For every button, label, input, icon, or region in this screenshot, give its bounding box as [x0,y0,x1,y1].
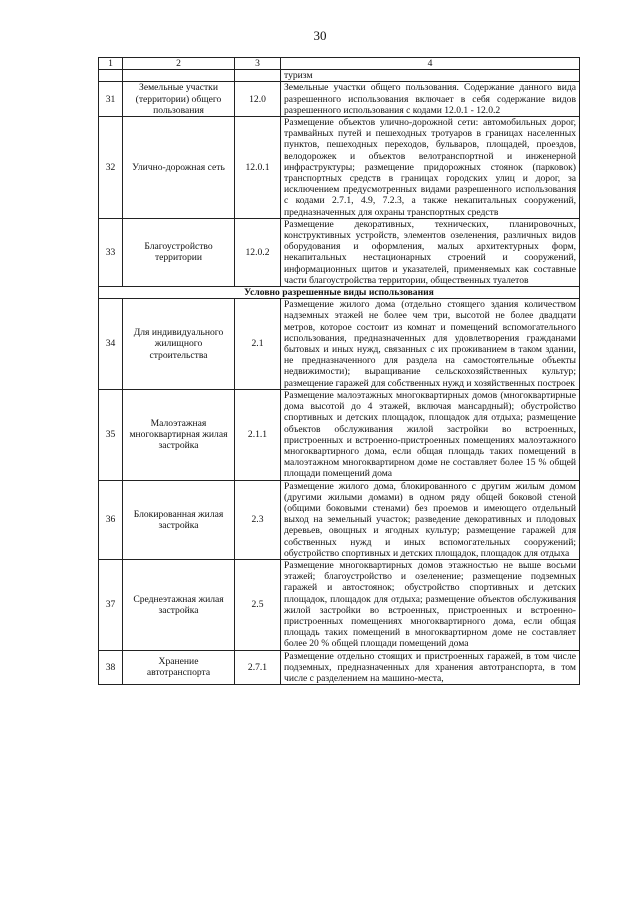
row-number: 36 [99,480,123,559]
table-row [99,480,580,559]
table-row [99,389,580,480]
land-use-code: 2.5 [235,559,281,650]
table-row [99,650,580,685]
land-use-name: Среднеэтажная жилая застройка [123,559,235,650]
land-use-name: Хранение автотранспорта [123,650,235,685]
header-col-4: 4 [281,58,580,70]
land-use-name: Для индивидуального жилищного строительства [123,299,235,390]
empty-cell [235,70,281,82]
land-use-name: Малоэтажная многоквартирная жилая застройка [123,389,235,480]
empty-cell [123,70,235,82]
row-number: 33 [99,218,123,286]
row-number: 34 [99,299,123,390]
table-row [99,299,580,390]
land-use-description: Размещение малоэтажных многоквартирных домов (многоквартирные дома высотой до 4 этажей, включая мансардный); обустройство спортивных и детских площадок, площадок для отдыха; размещение объектов обслуживания жилой застройки во встроенных, пристроенных и встроенно-пристроенных помещениях малоэтажного многоквартирного дома, если общая площадь таких помещений в малоэтажном многоквартирном доме не составляет более 15 % общей площади помещений дома [281,389,580,480]
land-use-description: Размещение жилого дома, блокированного с другим жилым домом (другими жилыми домами) в одном ряду общей боковой стеной (общими боковыми стенами) без проемов и имеющего отдельный выход на земельный участок; разведение декоративных и плодовых деревьев, овощных и ягодных культур; размещение гаражей для собственных нужд и иных вспомогательных сооружений; обустройство спортивных и детских площадок, площадок для отдыха [281,480,580,559]
land-use-description: Размещение многоквартирных домов этажностью не выше восьми этажей; благоустройство и озеленение; размещение подземных гаражей и автостоянок; обустройство спортивных и детских площадок, площадок для отдыха; размещение объектов обслуживания жилой застройки во встроенных, пристроенных и встроенно-пристроенных помещениях многоквартирного дома, если общая площадь таких помещений в многоквартирном доме не составляет более 20 % общей площади помещений дома [281,559,580,650]
row-number: 38 [99,650,123,685]
land-use-name: Блокированная жилая застройка [123,480,235,559]
table-row [99,559,580,650]
section-title: Условно разрешенные виды использования [99,287,580,299]
land-use-description: Размещение отдельно стоящих и пристроенных гаражей, в том числе подземных, предназначенных для хранения автотранспорта, в том числе с разделением на машино-места, [281,650,580,685]
land-use-name: Земельные участки (территории) общего пользования [123,82,235,117]
header-col-2: 2 [123,58,235,70]
empty-cell [99,70,123,82]
table-row [99,82,580,117]
land-use-code: 12.0.1 [235,117,281,219]
page-number: 30 [313,28,327,43]
land-use-code: 2.1.1 [235,389,281,480]
table-row [99,117,580,219]
land-use-code: 2.7.1 [235,650,281,685]
header-col-3: 3 [235,58,281,70]
header-col-1: 1 [99,58,123,70]
row-number: 37 [99,559,123,650]
section-row [99,287,580,299]
header-row [99,58,580,70]
continuation-row [99,70,580,82]
land-use-description: Размещение жилого дома (отдельно стоящего здания количеством надземных этажей не более чем три, высотой не более двадцати метров, которое состоит из комнат и помещений вспомогательного использования, предназначенных для удовлетворения гражданами бытовых и иных нужд, связанных с их проживанием в таком здании, не предназначенного для раздела на самостоятельные объекты недвижимости); выращивание сельскохозяйственных культур; размещение гаражей для собственных нужд и хозяйственных построек [281,299,580,390]
land-use-code: 2.3 [235,480,281,559]
land-use-name: Благоустройство территории [123,218,235,286]
row-number: 32 [99,117,123,219]
row-number: 35 [99,389,123,480]
land-use-code: 12.0.2 [235,218,281,286]
land-use-name: Улично-дорожная сеть [123,117,235,219]
land-use-description: Размещение декоративных, технических, планировочных, конструктивных устройств, элементов озеленения, различных видов оборудования и оформления, малых архитектурных форм, некапитальных нестационарных строений и сооружений, информационных щитов и указателей, применяемых как составные части благоустройства территории, общественных туалетов [281,218,580,286]
land-use-description: Размещение объектов улично-дорожной сети: автомобильных дорог, трамвайных путей и пешеходных тротуаров в границах населенных пунктов, пешеходных переходов, бульваров, площадей, проездов, велодорожек и объектов велотранспортной и инженерной инфраструктуры; размещение придорожных стоянок (парковок) транспортных средств в границах городских улиц и дорог, за исключением предусмотренных видами разрешенного использования с кодами 2.7.1, 4.9, 7.2.3, а также некапитальных сооружений, предназначенных для охраны транспортных средств [281,117,580,219]
land-use-code: 2.1 [235,299,281,390]
table-row [99,218,580,286]
land-use-code: 12.0 [235,82,281,117]
row-number: 31 [99,82,123,117]
continuation-text: туризм [281,70,580,82]
land-use-description: Земельные участки общего пользования. Содержание данного вида разрешенного использования включает в себя содержание видов разрешенного использования с кодами 12.0.1 - 12.0.2 [281,82,580,117]
land-use-table [98,57,580,685]
